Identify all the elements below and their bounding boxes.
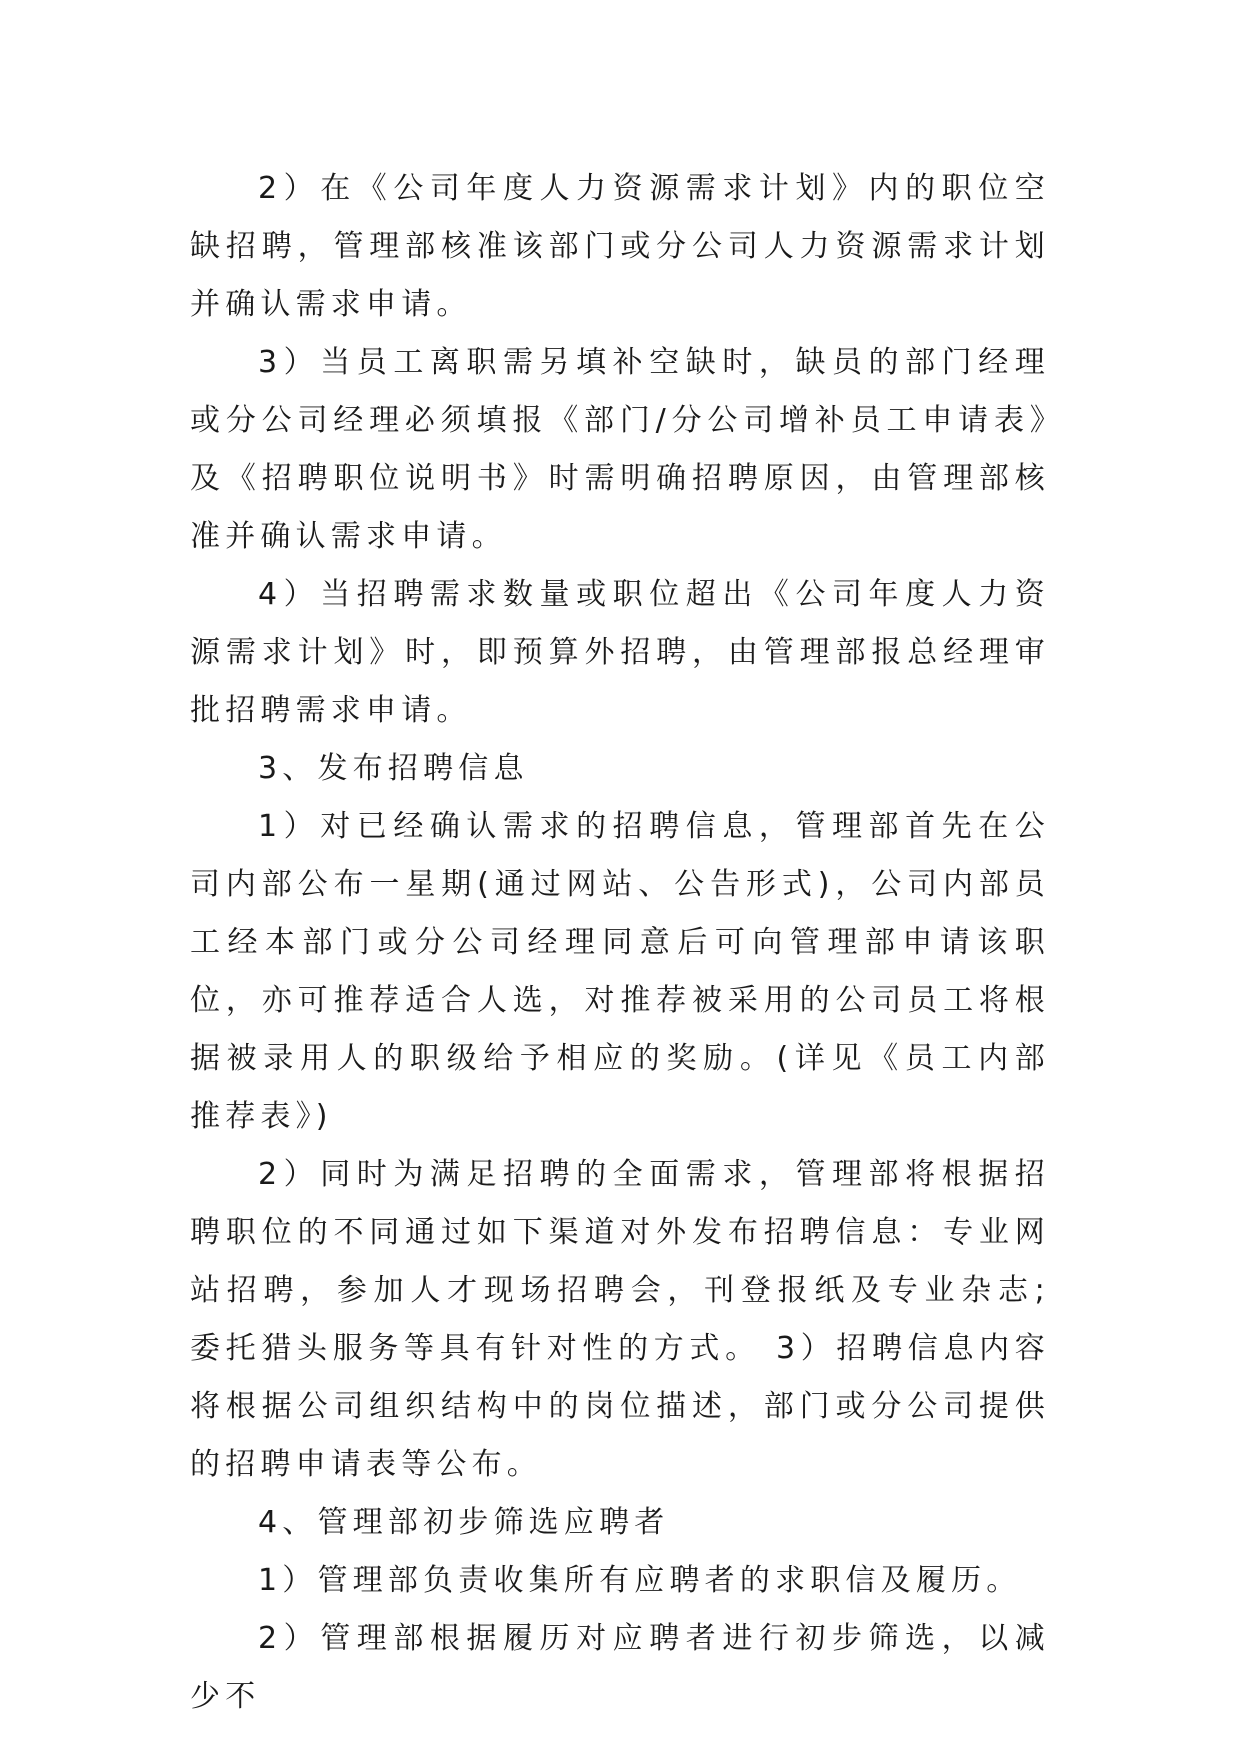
paragraph-2-internal-vacancy: 2）在《公司年度人力资源需求计划》内的职位空缺招聘，管理部核准该部门或分公司人力资源需求计划并确认需求申请。 [190, 171, 1050, 322]
section-heading-publish-info: 3、发布招聘信息 [258, 751, 529, 786]
section-heading-screening: 4、管理部初步筛选应聘者 [258, 1505, 670, 1540]
paragraph-4-over-budget: 4）当招聘需求数量或职位超出《公司年度人力资源需求计划》时，即预算外招聘，由管理部报总经理审批招聘需求申请。 [190, 577, 1050, 728]
paragraph-2-initial-screening: 2）管理部根据履历对应聘者进行初步筛选，以减少不 [190, 1621, 1050, 1714]
document-body [190, 160, 1050, 1726]
paragraph-1-internal-publish: 1）对已经确认需求的招聘信息，管理部首先在公司内部公布一星期(通过网站、公告形式)，公司内部员工经本部门或分公司经理同意后可向管理部申请该职位，亦可推荐适合人选，对推荐被采用的公司员工将根据被录用人的职级给予相应的奖励。(详见《员工内部推荐表》) [190, 809, 1050, 1134]
paragraph-2-external-channels: 2）同时为满足招聘的全面需求，管理部将根据招聘职位的不同通过如下渠道对外发布招聘信息：专业网站招聘，参加人才现场招聘会，刊登报纸及专业杂志;委托猎头服务等具有针对性的方式。 3）招聘信息内容将根据公司组织结构中的岗位描述，部门或分公司提供的招聘申请表等公布。 [190, 1157, 1050, 1482]
paragraph-1-collect-resumes: 1）管理部负责收集所有应聘者的求职信及履历。 [258, 1563, 1022, 1598]
paragraph-3-resignation-vacancy: 3）当员工离职需另填补空缺时，缺员的部门经理或分公司经理必须填报《部门/分公司增补员工申请表》及《招聘职位说明书》时需明确招聘原因，由管理部核准并确认需求申请。 [190, 345, 1050, 554]
